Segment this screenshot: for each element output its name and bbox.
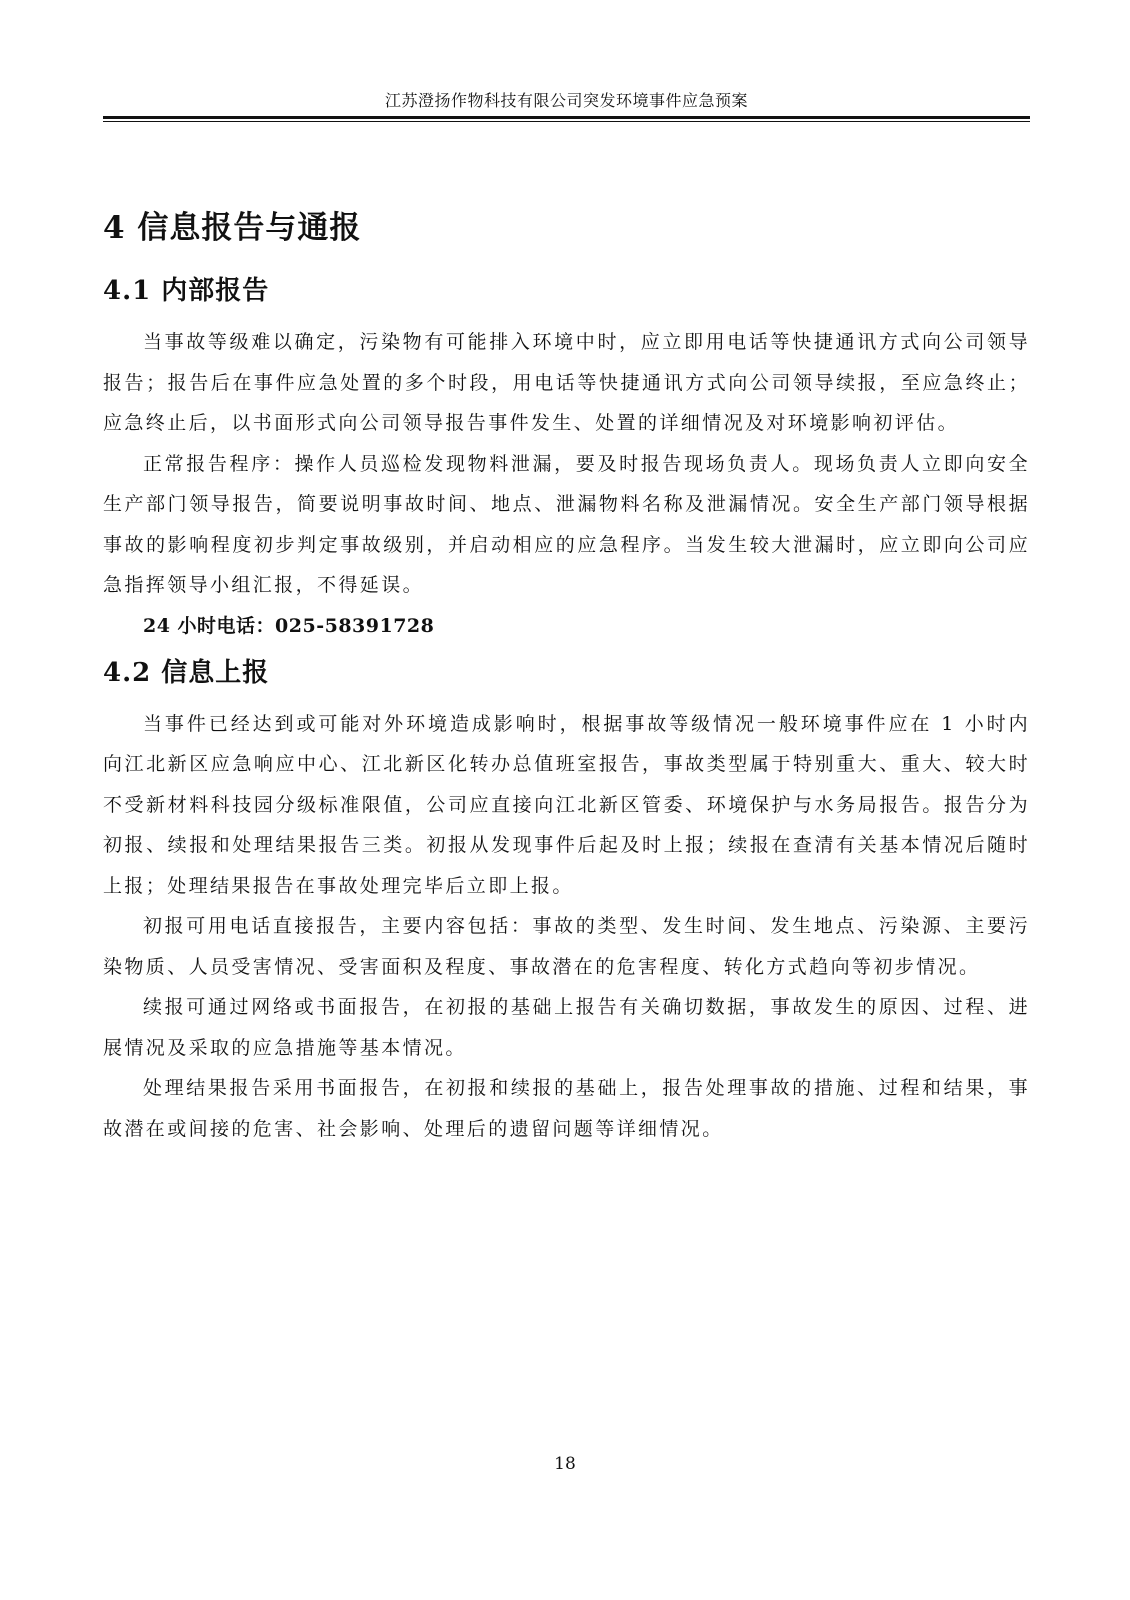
page-content bbox=[103, 196, 1030, 1149]
section-heading-internal-report: 4.1 内部报告 bbox=[103, 276, 270, 306]
paragraph: 当事件已经达到或可能对外环境造成影响时，根据事故等级情况一般环境事件应在 1 小时内向江北新区应急响应中心、江北新区化转办总值班室报告，事故类型属于特别重大、重大、较大时不受新材料科技园分级标准限值，公司应直接向江北新区管委、环境保护与水务局报告。报告分为初报、续报和处理结果报告三类。初报从发现事件后起及时上报；续报在查清有关基本情况后随时上报；处理结果报告在事故处理完毕后立即上报。 bbox=[103, 712, 1030, 897]
paragraph: 初报可用电话直接报告，主要内容包括：事故的类型、发生时间、发生地点、污染源、主要污染物质、人员受害情况、受害面积及程度、事故潜在的危害程度、转化方式趋向等初步情况。 bbox=[103, 915, 1030, 978]
section-heading-info-reporting: 4.2 信息上报 bbox=[103, 657, 270, 688]
paragraph: 处理结果报告采用书面报告，在初报和续报的基础上，报告处理事故的措施、过程和结果，事故潜在或间接的危害、社会影响、处理后的遗留问题等详细情况。 bbox=[103, 1077, 1030, 1140]
paragraph: 正常报告程序：操作人员巡检发现物料泄漏，要及时报告现场负责人。现场负责人立即向安全生产部门领导报告，简要说明事故时间、地点、泄漏物料名称及泄漏情况。安全生产部门领导根据事故的影响程度初步判定事故级别，并启动相应的应急程序。当发生较大泄漏时，应立即向公司应急指挥领导小组汇报，不得延误。 bbox=[103, 452, 1030, 596]
chapter-heading: 4 信息报告与通报 bbox=[103, 210, 362, 246]
header-rule-thick bbox=[103, 116, 1030, 119]
page-number: 18 bbox=[554, 1454, 576, 1474]
hotline-number: 24 小时电话：025-58391728 bbox=[143, 614, 435, 637]
header-rule-thin bbox=[103, 121, 1030, 122]
paragraph: 当事故等级难以确定，污染物有可能排入环境中时，应立即用电话等快捷通讯方式向公司领导报告；报告后在事件应急处置的多个时段，用电话等快捷通讯方式向公司领导续报，至应急终止；应急终止后，以书面形式向公司领导报告事件发生、处置的详细情况及对环境影响初评估。 bbox=[103, 331, 1030, 434]
paragraph: 续报可通过网络或书面报告，在初报的基础上报告有关确切数据，事故发生的原因、过程、进展情况及采取的应急措施等基本情况。 bbox=[103, 996, 1030, 1059]
running-header: 江苏澄扬作物科技有限公司突发环境事件应急预案 bbox=[384, 91, 748, 110]
